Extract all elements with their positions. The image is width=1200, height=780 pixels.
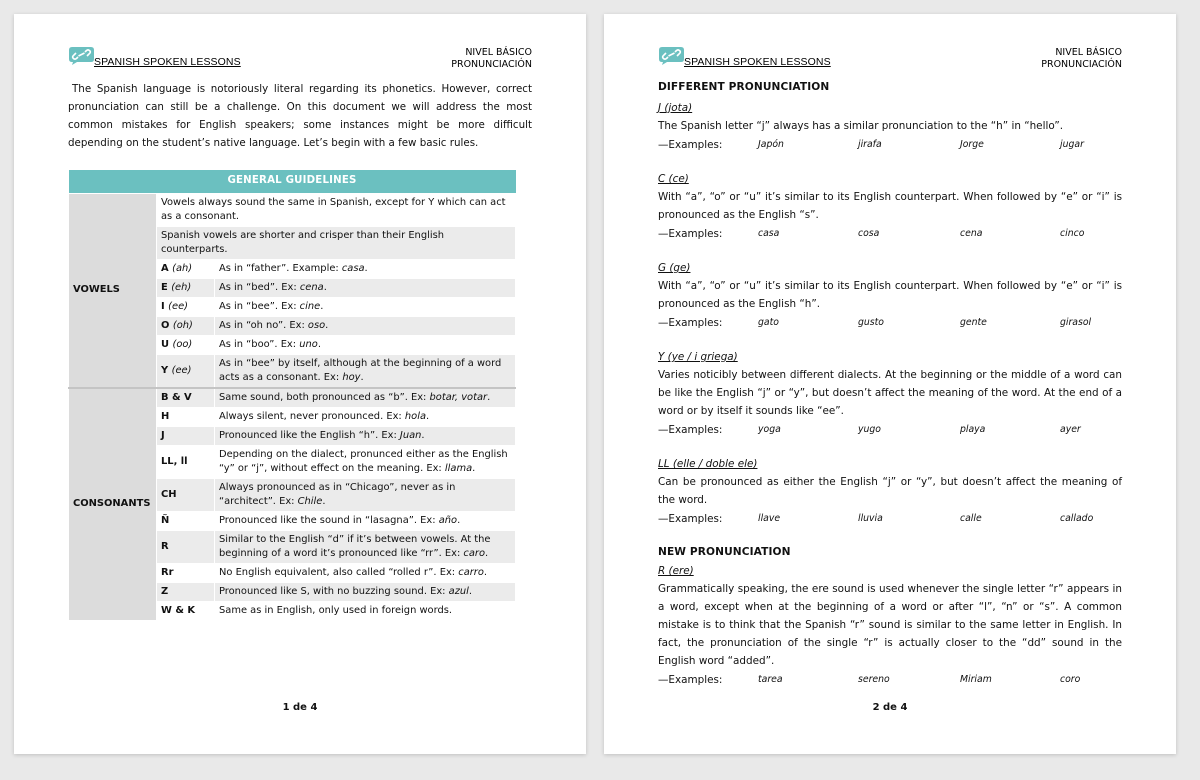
examples-label: —Examples: xyxy=(658,424,723,436)
rule-text: Pronounced like the English “h”. Ex: xyxy=(219,429,400,441)
example-word: calle xyxy=(960,513,982,524)
consonant-key: H xyxy=(157,407,215,426)
rule-end: . xyxy=(360,371,364,383)
section-title-different: DIFFERENT PRONUNCIATION xyxy=(658,81,830,93)
rule-example: cena xyxy=(299,281,324,293)
letter: O xyxy=(161,319,170,331)
rule-text: Same as in English, only used in foreign words. xyxy=(219,604,453,616)
rule-example: botar, votar xyxy=(429,391,488,403)
example-word: cena xyxy=(960,228,983,239)
rule-text: As in “bee” by itself, although at the beginning of a word acts as a consonant. Ex: xyxy=(219,357,502,383)
vowel-key xyxy=(157,335,215,354)
level-line-2: PRONUNCIACIÓN xyxy=(1041,59,1122,70)
rule-end: . xyxy=(323,281,327,293)
examples-row xyxy=(658,314,1122,332)
section-subtitle: G (ge) xyxy=(658,262,691,274)
section-text: Can be pronounced as either the English “j” or “y”, but doesn’t affect the meaning of the word. xyxy=(658,476,1122,506)
section-text: With “a”, “o” or “u” it’s similar to its English counterpart. When followed by “e” or “i” is pronounced as the English “h”. xyxy=(658,280,1122,310)
examples-row xyxy=(658,136,1122,154)
table-row xyxy=(69,193,516,226)
example-word: casa xyxy=(758,228,780,239)
section-subtitle: LL (elle / doble ele) xyxy=(658,458,758,470)
level-label xyxy=(1041,47,1122,71)
letter: E xyxy=(161,281,168,293)
example-word: gente xyxy=(960,317,987,328)
level-label xyxy=(451,47,532,71)
table-title: GENERAL GUIDELINES xyxy=(69,170,516,193)
rule-text: As in “boo”. Ex: xyxy=(219,338,300,350)
rule-example: uno xyxy=(299,338,318,350)
example-word: girasol xyxy=(1060,317,1092,328)
rule-description xyxy=(215,601,516,620)
rule-description xyxy=(215,582,516,601)
rule-example: caro xyxy=(463,547,486,559)
example-word: sereno xyxy=(858,674,890,685)
example-word: callado xyxy=(1060,513,1094,524)
document-page-1 xyxy=(14,14,586,754)
rule-description xyxy=(215,316,516,335)
rule-text: As in “oh no”. Ex: xyxy=(219,319,308,331)
letter-hint: (oh) xyxy=(172,319,193,331)
example-word: tarea xyxy=(758,674,783,685)
example-word: cinco xyxy=(1060,228,1085,239)
vowel-key xyxy=(157,278,215,297)
section-subtitle: R (ere) xyxy=(658,565,694,577)
letter-hint: (ee) xyxy=(171,364,192,376)
consonant-key: J xyxy=(157,426,215,445)
vowel-general-rule: Vowels always sound the same in Spanish, except for Y which can act as a consonant. xyxy=(157,193,516,226)
section-y xyxy=(658,348,1122,439)
general-guidelines-table xyxy=(68,170,516,621)
consonant-key: R xyxy=(157,530,215,563)
rule-example: Juan xyxy=(399,429,422,441)
rule-text: As in “father”. Example: xyxy=(219,262,342,274)
rule-end: . xyxy=(421,429,425,441)
example-word: Jorge xyxy=(960,139,984,150)
level-line-1: NIVEL BÁSICO xyxy=(465,47,532,58)
section-g xyxy=(658,259,1122,332)
rule-description xyxy=(215,445,516,478)
rule-description xyxy=(215,426,516,445)
level-line-1: NIVEL BÁSICO xyxy=(1055,47,1122,58)
rule-description xyxy=(215,297,516,316)
page-header xyxy=(68,46,532,72)
letter-hint: (oo) xyxy=(172,338,193,350)
example-word: jugar xyxy=(1060,139,1084,150)
section-ll xyxy=(658,455,1122,528)
examples-row xyxy=(658,421,1122,439)
rule-example: llama xyxy=(444,462,473,474)
letter: U xyxy=(161,338,170,350)
rule-example: cine xyxy=(299,300,321,312)
rule-example: oso xyxy=(307,319,326,331)
vowel-key xyxy=(157,297,215,316)
example-word: lluvia xyxy=(858,513,883,524)
rule-text: No English equivalent, also called “rolled r”. Ex: xyxy=(219,566,459,578)
example-word: yoga xyxy=(758,424,781,435)
rule-description xyxy=(215,354,516,388)
letter: Y xyxy=(161,364,169,376)
rule-text: Depending on the dialect, pronunced either as the English “y” or “j”, without effect on the meaning. Ex: xyxy=(219,448,508,474)
section-text: The Spanish letter “j” always has a similar pronunciation to the “h” in “hello”. xyxy=(658,120,1064,132)
rule-end: . xyxy=(325,319,329,331)
section-subtitle: J (jota) xyxy=(658,102,693,114)
rule-description xyxy=(215,388,516,408)
rule-text: Pronounced like the sound in “lasagna”. Ex: xyxy=(219,514,439,526)
rule-description xyxy=(215,478,516,511)
consonant-key: CH xyxy=(157,478,215,511)
rule-example: carro xyxy=(458,566,484,578)
rule-end: . xyxy=(317,338,321,350)
rule-example: casa xyxy=(341,262,365,274)
vowel-key xyxy=(157,259,215,278)
rule-text: Same sound, both pronounced as “b”. Ex: xyxy=(219,391,430,403)
category-consonants: CONSONANTS xyxy=(69,388,157,621)
section-c xyxy=(658,170,1122,243)
section-subtitle: C (ce) xyxy=(658,173,689,185)
examples-label: —Examples: xyxy=(658,513,723,525)
section-title-new: NEW PRONUNCIATION xyxy=(658,546,791,558)
examples-label: —Examples: xyxy=(658,228,723,240)
vowel-key xyxy=(157,316,215,335)
rule-end: . xyxy=(426,410,430,422)
example-word: gato xyxy=(758,317,779,328)
page-header xyxy=(658,46,1122,72)
example-word: ayer xyxy=(1060,424,1081,435)
letter-hint: (eh) xyxy=(171,281,192,293)
example-word: yugo xyxy=(858,424,881,435)
rule-end: . xyxy=(472,462,476,474)
rule-end: . xyxy=(487,391,491,403)
letter-hint: (ee) xyxy=(168,300,188,312)
letter: A xyxy=(161,262,169,274)
letter: I xyxy=(161,300,165,312)
rule-text: As in “bee”. Ex: xyxy=(219,300,300,312)
rule-text: Always pronounced as in “Chicago”, never as in “architect”. Ex: xyxy=(219,481,456,507)
rule-text: As in “bed”. Ex: xyxy=(219,281,300,293)
page-number: 1 de 4 xyxy=(282,702,318,713)
document-page-2 xyxy=(604,14,1176,754)
table-row xyxy=(69,388,516,408)
section-text: With “a”, “o” or “u” it’s similar to its English counterpart. When followed by “e” or “i” is pronounced as the English “s”. xyxy=(658,191,1122,221)
rule-end: . xyxy=(364,262,368,274)
rule-text: Always silent, never pronounced. Ex: xyxy=(219,410,405,422)
speech-bubble-link-icon xyxy=(68,46,95,66)
section-subtitle: Y (ye / i griega) xyxy=(658,351,738,363)
example-word: coro xyxy=(1060,674,1081,685)
examples-label: —Examples: xyxy=(658,139,723,151)
rule-description xyxy=(215,278,516,297)
consonant-key: Z xyxy=(157,582,215,601)
rule-end: . xyxy=(322,495,326,507)
examples-row xyxy=(658,510,1122,528)
section-j xyxy=(658,99,1122,154)
examples-row xyxy=(658,671,1122,689)
example-word: llave xyxy=(758,513,781,524)
category-vowels: VOWELS xyxy=(69,193,157,388)
page-number: 2 de 4 xyxy=(872,702,908,713)
rule-end: . xyxy=(483,566,488,578)
rule-text: Pronounced like S, with no buzzing sound. Ex: xyxy=(219,585,449,597)
rule-description xyxy=(215,259,516,278)
rule-example: azul xyxy=(448,585,469,597)
rule-example: año xyxy=(438,514,458,526)
rule-example: hoy xyxy=(342,371,361,383)
rule-description xyxy=(215,511,516,530)
section-r xyxy=(658,562,1122,689)
examples-label: —Examples: xyxy=(658,674,723,686)
rule-end: . xyxy=(468,585,473,597)
level-line-2: PRONUNCIACIÓN xyxy=(451,59,532,70)
example-word: gusto xyxy=(858,317,884,328)
rule-example: Chile xyxy=(297,495,323,507)
rule-text: Similar to the English “d” if it’s between vowels. At the beginning of a word it’s pronounced like “rr”. Ex: xyxy=(219,533,491,559)
rule-description xyxy=(215,407,516,426)
rule-description xyxy=(215,335,516,354)
letter-hint: (ah) xyxy=(172,262,193,274)
speech-bubble-link-icon xyxy=(658,46,685,66)
example-word: jirafa xyxy=(858,139,882,150)
examples-label: —Examples: xyxy=(658,317,723,329)
consonant-key: Rr xyxy=(157,563,215,582)
consonant-key: W & K xyxy=(157,601,215,620)
examples-row xyxy=(658,225,1122,243)
intro-paragraph: The Spanish language is notoriously literal regarding its phonetics. However, correct pronunciation can still be a challenge. On this document we will address the most common mistakes for English speakers; some instances might be more difficult depending on the student’s native language. Let’s begin with a few basic rules. xyxy=(68,83,532,149)
rule-end: . xyxy=(457,514,461,526)
section-text: Varies noticibly between different dialects. At the beginning or the middle of a word can be like the English “j” or “y”, but doesn’t affect the meaning of the word. At the end of a word or by itself it sounds like “ee”. xyxy=(658,369,1122,417)
consonant-key: LL, ll xyxy=(157,445,215,478)
rule-description xyxy=(215,530,516,563)
rule-end: . xyxy=(320,300,324,312)
brand-name: SPANISH SPOKEN LESSONS xyxy=(94,56,241,68)
rule-example: hola xyxy=(404,410,427,422)
section-text: Grammatically speaking, the ere sound is used whenever the single letter “r” appears in a word, except when at the beginning of a word or after “l”, “n” or “s”. A common mistake is to think that the Spanish “r” sound is similar to the same letter in English. In fact, the pronunciation of the single “r” is actually closer to the “dd” sound in the English word “added”. xyxy=(658,583,1122,667)
brand-name: SPANISH SPOKEN LESSONS xyxy=(684,56,831,68)
example-word: playa xyxy=(960,424,986,435)
rule-end: . xyxy=(485,547,489,559)
example-word: cosa xyxy=(858,228,880,239)
example-word: Miriam xyxy=(960,674,992,685)
vowel-general-rule: Spanish vowels are shorter and crisper than their English counterparts. xyxy=(157,226,516,259)
consonant-key: B & V xyxy=(157,388,215,408)
consonant-key: Ñ xyxy=(157,511,215,530)
example-word: Japón xyxy=(758,139,784,150)
rule-description xyxy=(215,563,516,582)
vowel-key xyxy=(157,354,215,388)
